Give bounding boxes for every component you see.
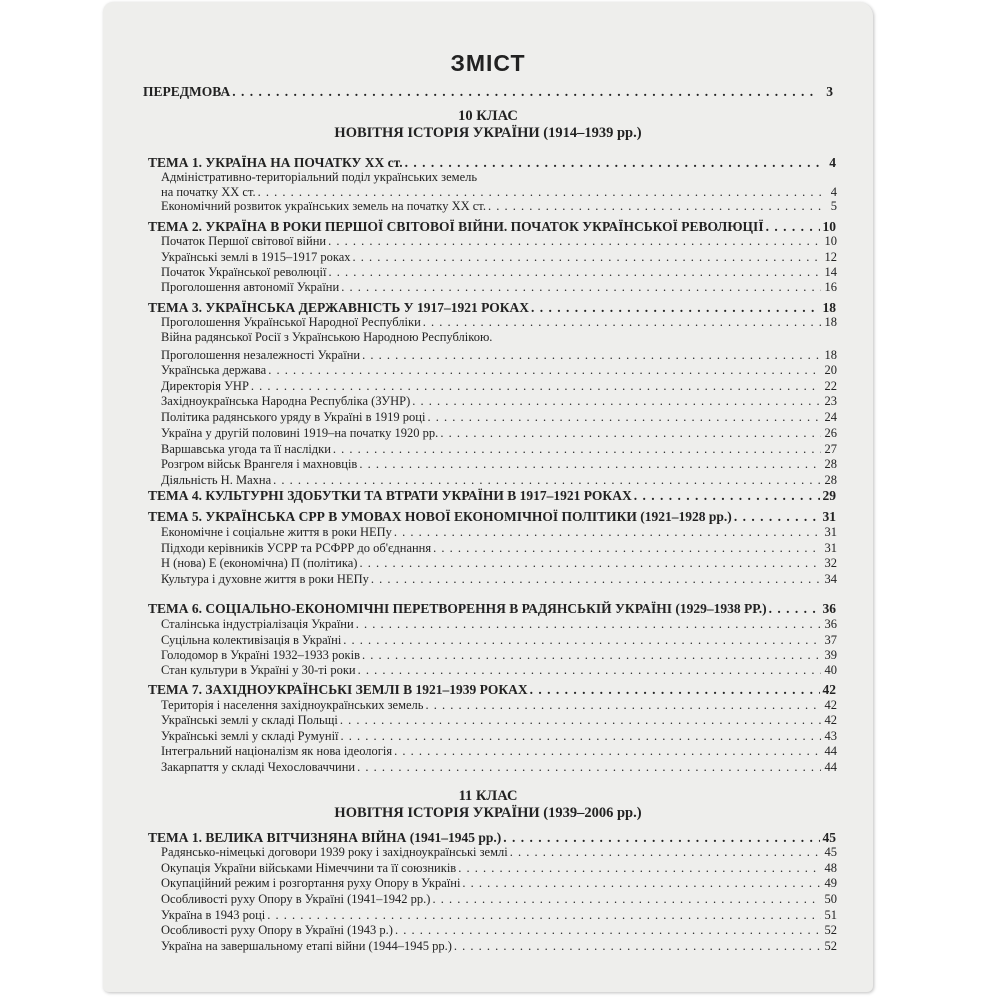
dot-leader — [405, 155, 820, 171]
dot-leader — [454, 939, 821, 954]
dot-leader — [440, 426, 821, 441]
toc-entry-label: Українські землі у складі Польщі — [161, 713, 338, 727]
toc-entry-page: 26 — [824, 426, 837, 440]
toc-entry-label: Сталінська індустріалізація України — [161, 617, 354, 631]
toc-sub-entry — [161, 379, 837, 394]
toc-sub-entry — [161, 939, 837, 954]
toc-entry-label: Початок Першої світової війни — [161, 234, 327, 248]
dot-leader — [358, 663, 821, 678]
toc-entry-label: Н (нова) Е (економічна) П (політика) — [161, 556, 358, 570]
dot-leader — [232, 84, 817, 100]
dot-leader — [359, 457, 821, 472]
dot-leader — [432, 892, 821, 907]
toc-entry-label: Українські землі у складі Румунії — [161, 729, 339, 743]
toc-theme-entry — [148, 682, 836, 698]
toc-entry-label: ТЕМА 7. ЗАХІДНОУКРАЇНСЬКІ ЗЕМЛІ В 1921–1939 РОКАХ — [148, 682, 528, 697]
dot-leader — [251, 379, 821, 394]
toc-entry-label: Західноукраїнська Народна Республіка (ЗУНР) — [161, 394, 411, 408]
toc-entry-label: Економічний розвиток українських земель на початку XX ст. — [161, 199, 486, 213]
dot-leader — [488, 199, 821, 214]
dot-leader — [530, 682, 820, 698]
toc-sub-entry — [161, 923, 837, 938]
toc-entry-label: Проголошення автономії України — [161, 280, 340, 294]
toc-sub-entry — [161, 457, 837, 472]
toc-entry-page: 51 — [824, 908, 837, 922]
dot-leader — [458, 861, 821, 876]
toc-entry-page: 18 — [824, 348, 837, 362]
dot-leader — [462, 876, 821, 891]
toc-sub-entry — [161, 617, 837, 632]
toc-entry-label: ТЕМА 3. УКРАЇНСЬКА ДЕРЖАВНІСТЬ У 1917–1921 РОКАХ — [148, 300, 530, 315]
toc-entry-label: Економічне і соціальне життя в роки НЕПу — [161, 525, 392, 539]
dot-leader — [328, 234, 821, 249]
toc-entry-label: Українські землі в 1915–1917 роках — [161, 250, 351, 264]
toc-sub-entry — [161, 760, 837, 775]
dot-leader — [531, 300, 820, 316]
toc-sub-entry — [161, 315, 837, 330]
toc-sub-entry — [161, 744, 837, 759]
toc-entry-page: 4 — [829, 155, 836, 170]
toc-sub-entry — [161, 442, 837, 457]
toc-entry-label: Культура і духовне життя в роки НЕПу — [161, 572, 369, 586]
toc-entry-page: 5 — [830, 199, 837, 213]
toc-sub-entry — [161, 363, 837, 378]
toc-entry-preface — [143, 84, 833, 100]
toc-entry-label: ТЕМА 4. КУЛЬТУРНІ ЗДОБУТКИ ТА ВТРАТИ УКРАЇНИ В 1917–1921 РОКАХ — [148, 488, 632, 503]
toc-entry-page: 52 — [824, 923, 837, 937]
class-10-grade: 10 КЛАС — [458, 108, 518, 124]
toc-entry-page: 16 — [824, 280, 837, 294]
toc-entry-page: 49 — [824, 876, 837, 890]
toc-theme-entry — [148, 830, 836, 846]
class-10-heading — [103, 108, 873, 142]
toc-sub-entry — [161, 410, 837, 425]
toc-entry-page: 18 — [824, 315, 837, 329]
toc-entry-page: 4 — [830, 185, 837, 199]
toc-entry-label: ТЕМА 5. УКРАЇНСЬКА СРР В УМОВАХ НОВОЇ ЕКОНОМІЧНОЇ ПОЛІТИКИ (1921–1928 рр.) — [148, 509, 732, 524]
toc-entry-page: 14 — [824, 265, 837, 279]
toc-entry-label: Підходи керівників УСРР та РСФРР до об'єднання — [161, 541, 432, 555]
toc-entry-label: Інтегральний націоналізм як нова ідеологія — [161, 744, 393, 758]
dot-leader — [268, 363, 821, 378]
toc-entry-page: 31 — [824, 541, 837, 555]
toc-entry-label: Війна радянської Росії з Українською Народною Республікою. — [161, 330, 493, 344]
toc-entry-page: 44 — [824, 744, 837, 758]
toc-entry-page: 40 — [824, 663, 837, 677]
toc-entry-label: Діяльність Н. Махна — [161, 473, 272, 487]
dot-leader — [340, 713, 821, 728]
toc-entry-label: ТЕМА 6. СОЦІАЛЬНО-ЕКОНОМІЧНІ ПЕРЕТВОРЕННЯ В РАДЯНСЬКІЙ УКРАЇНІ (1929–1938 РР.) — [148, 601, 767, 616]
toc-sub-entry — [161, 663, 837, 678]
toc-entry-page: 34 — [824, 572, 837, 586]
toc-entry-page: 32 — [824, 556, 837, 570]
toc-entry-page: 50 — [824, 892, 837, 906]
toc-sub-entry — [161, 845, 837, 860]
toc-entry-page: 20 — [824, 363, 837, 377]
toc-sub-entry — [161, 199, 837, 214]
toc-sub-entry — [161, 572, 837, 587]
toc-sub-entry — [161, 250, 837, 265]
toc-sub-entry — [161, 234, 837, 249]
toc-theme-entry — [148, 509, 836, 525]
toc-entry-page: 24 — [824, 410, 837, 424]
toc-entry-label: ПЕРЕДМОВА — [143, 84, 231, 99]
toc-entry-label: ТЕМА 1. УКРАЇНА НА ПОЧАТКУ XX ст. — [148, 155, 403, 170]
toc-entry-page: 22 — [824, 379, 837, 393]
dot-leader — [395, 923, 821, 938]
class-11-heading — [103, 788, 873, 822]
toc-entry-page: 45 — [824, 845, 837, 859]
class-10-subtitle: НОВІТНЯ ІСТОРІЯ УКРАЇНИ (1914–1939 рр.) — [334, 125, 642, 141]
dot-leader — [273, 473, 821, 488]
toc-entry-page: 42 — [824, 698, 837, 712]
toc-entry-page: 23 — [824, 394, 837, 408]
toc-sub-entry — [161, 170, 837, 185]
toc-sub-entry — [161, 265, 837, 280]
toc-entry-page: 45 — [822, 830, 836, 845]
class-11-grade: 11 КЛАС — [458, 788, 518, 804]
toc-entry-label: Політика радянського уряду в Україні в 1919 році — [161, 410, 426, 424]
dot-leader — [357, 760, 821, 775]
dot-leader — [343, 633, 821, 648]
toc-sub-entry — [161, 861, 837, 876]
toc-sub-entry — [161, 648, 837, 663]
dot-leader — [394, 525, 821, 540]
toc-entry-label: Проголошення Української Народної Республіки — [161, 315, 421, 329]
toc-entry-page: 10 — [822, 219, 836, 234]
toc-theme-entry — [148, 488, 836, 504]
toc-sub-entry — [161, 729, 837, 744]
dot-leader — [353, 250, 821, 265]
toc-entry-page: 37 — [824, 633, 837, 647]
dot-leader — [427, 410, 821, 425]
toc-entry-page: 28 — [824, 473, 837, 487]
dot-leader — [734, 509, 820, 525]
toc-entry-label: Директорія УНР — [161, 379, 249, 393]
dot-leader — [412, 394, 821, 409]
toc-entry-page: 27 — [824, 442, 837, 456]
toc-sub-entry — [161, 876, 837, 891]
toc-entry-page: 10 — [824, 234, 837, 248]
toc-sub-entry — [161, 556, 837, 571]
dot-leader — [362, 648, 821, 663]
toc-sub-entry — [161, 280, 837, 295]
dot-leader — [333, 442, 821, 457]
dot-leader — [394, 744, 821, 759]
toc-entry-label: Варшавська угода та її наслідки — [161, 442, 331, 456]
toc-entry-label: Особливості руху Опору в Україні (1941–1942 рр.) — [161, 892, 431, 906]
toc-entry-label: Україна в 1943 році — [161, 908, 266, 922]
toc-sub-entry — [161, 473, 837, 488]
dot-leader — [634, 488, 820, 504]
dot-leader — [371, 572, 821, 587]
toc-entry-page: 12 — [824, 250, 837, 264]
toc-entry-label: Проголошення незалежності України — [161, 348, 361, 362]
toc-entry-page: 31 — [824, 525, 837, 539]
dot-leader — [503, 830, 820, 846]
toc-entry-label: Голодомор в Україні 1932–1933 років — [161, 648, 360, 662]
class-11-subtitle: НОВІТНЯ ІСТОРІЯ УКРАЇНИ (1939–2006 рр.) — [334, 805, 642, 821]
toc-entry-label: Особливості руху Опору в Україні (1943 р.) — [161, 923, 393, 937]
toc-entry-label: Адміністративно-територіальний поділ українських земель — [161, 170, 478, 184]
toc-sub-entry — [161, 698, 837, 713]
dot-leader — [766, 219, 820, 235]
toc-entry-page: 28 — [824, 457, 837, 471]
toc-entry-label: Закарпаття у складі Чехословаччини — [161, 760, 356, 774]
toc-sub-entry — [161, 348, 837, 363]
toc-sub-entry — [161, 185, 837, 200]
dot-leader — [362, 348, 821, 363]
dot-leader — [426, 698, 822, 713]
dot-leader — [328, 265, 821, 280]
toc-sub-entry — [161, 713, 837, 728]
dot-leader — [359, 556, 821, 571]
toc-entry-label: Українська держава — [161, 363, 267, 377]
dot-leader — [433, 541, 821, 556]
toc-sub-entry — [161, 633, 837, 648]
toc-entry-page: 36 — [824, 617, 837, 631]
dot-leader — [356, 617, 821, 632]
book-page — [103, 2, 873, 992]
toc-entry-page: 52 — [824, 939, 837, 953]
dot-leader — [341, 280, 821, 295]
toc-sub-entry — [161, 330, 837, 345]
toc-sub-entry — [161, 394, 837, 409]
toc-entry-label: ТЕМА 2. УКРАЇНА В РОКИ ПЕРШОЇ СВІТОВОЇ ВІЙНИ. ПОЧАТОК УКРАЇНСЬКОЇ РЕВОЛЮЦІЇ — [148, 219, 764, 234]
toc-entry-label: Суцільна колективізація в Україні — [161, 633, 342, 647]
toc-theme-entry — [148, 155, 836, 171]
toc-entry-label: Початок Української революції — [161, 265, 327, 279]
toc-entry-label: Стан культури в Україні у 30-ті роки — [161, 663, 356, 677]
toc-entry-page: 43 — [824, 729, 837, 743]
toc-entry-page: 29 — [822, 488, 836, 503]
toc-entry-page: 42 — [824, 713, 837, 727]
toc-theme-entry — [148, 300, 836, 316]
toc-sub-entry — [161, 892, 837, 907]
toc-entry-label: Розгром військ Врангеля і махновців — [161, 457, 358, 471]
toc-entry-page: 31 — [822, 509, 836, 524]
toc-sub-entry — [161, 541, 837, 556]
toc-entry-page: 48 — [824, 861, 837, 875]
toc-entry-label: Окупація України військами Німеччини та її союзників — [161, 861, 457, 875]
toc-entry-label: Україна у другій половині 1919–на початку 1920 рр. — [161, 426, 439, 440]
toc-entry-label: Територія і населення західноукраїнських земель — [161, 698, 424, 712]
dot-leader — [510, 845, 821, 860]
toc-entry-page: 39 — [824, 648, 837, 662]
dot-leader — [267, 908, 821, 923]
dot-leader — [769, 601, 820, 617]
toc-sub-entry — [161, 426, 837, 441]
toc-entry-page: 42 — [822, 682, 836, 697]
toc-sub-entry — [161, 908, 837, 923]
toc-theme-entry — [148, 601, 836, 617]
toc-entry-label: Радянсько-німецькі договори 1939 року і західноукраїнські землі — [161, 845, 508, 859]
dot-leader — [258, 185, 821, 200]
toc-sub-entry — [161, 525, 837, 540]
toc-entry-label: на початку XX ст. — [161, 185, 256, 199]
toc-entry-page: 18 — [822, 300, 836, 315]
page-title: ЗМІСТ — [450, 50, 526, 76]
toc-entry-page: 44 — [824, 760, 837, 774]
dot-leader — [423, 315, 821, 330]
toc-entry-page: 3 — [826, 84, 833, 99]
toc-theme-entry — [148, 219, 836, 235]
toc-entry-page: 36 — [822, 601, 836, 616]
toc-entry-label: Окупаційний режим і розгортання руху Опору в Україні — [161, 876, 461, 890]
toc-entry-label: Україна на завершальному етапі війни (1944–1945 рр.) — [161, 939, 452, 953]
toc-entry-label: ТЕМА 1. ВЕЛИКА ВІТЧИЗНЯНА ВІЙНА (1941–1945 рр.) — [148, 830, 502, 845]
dot-leader — [341, 729, 821, 744]
